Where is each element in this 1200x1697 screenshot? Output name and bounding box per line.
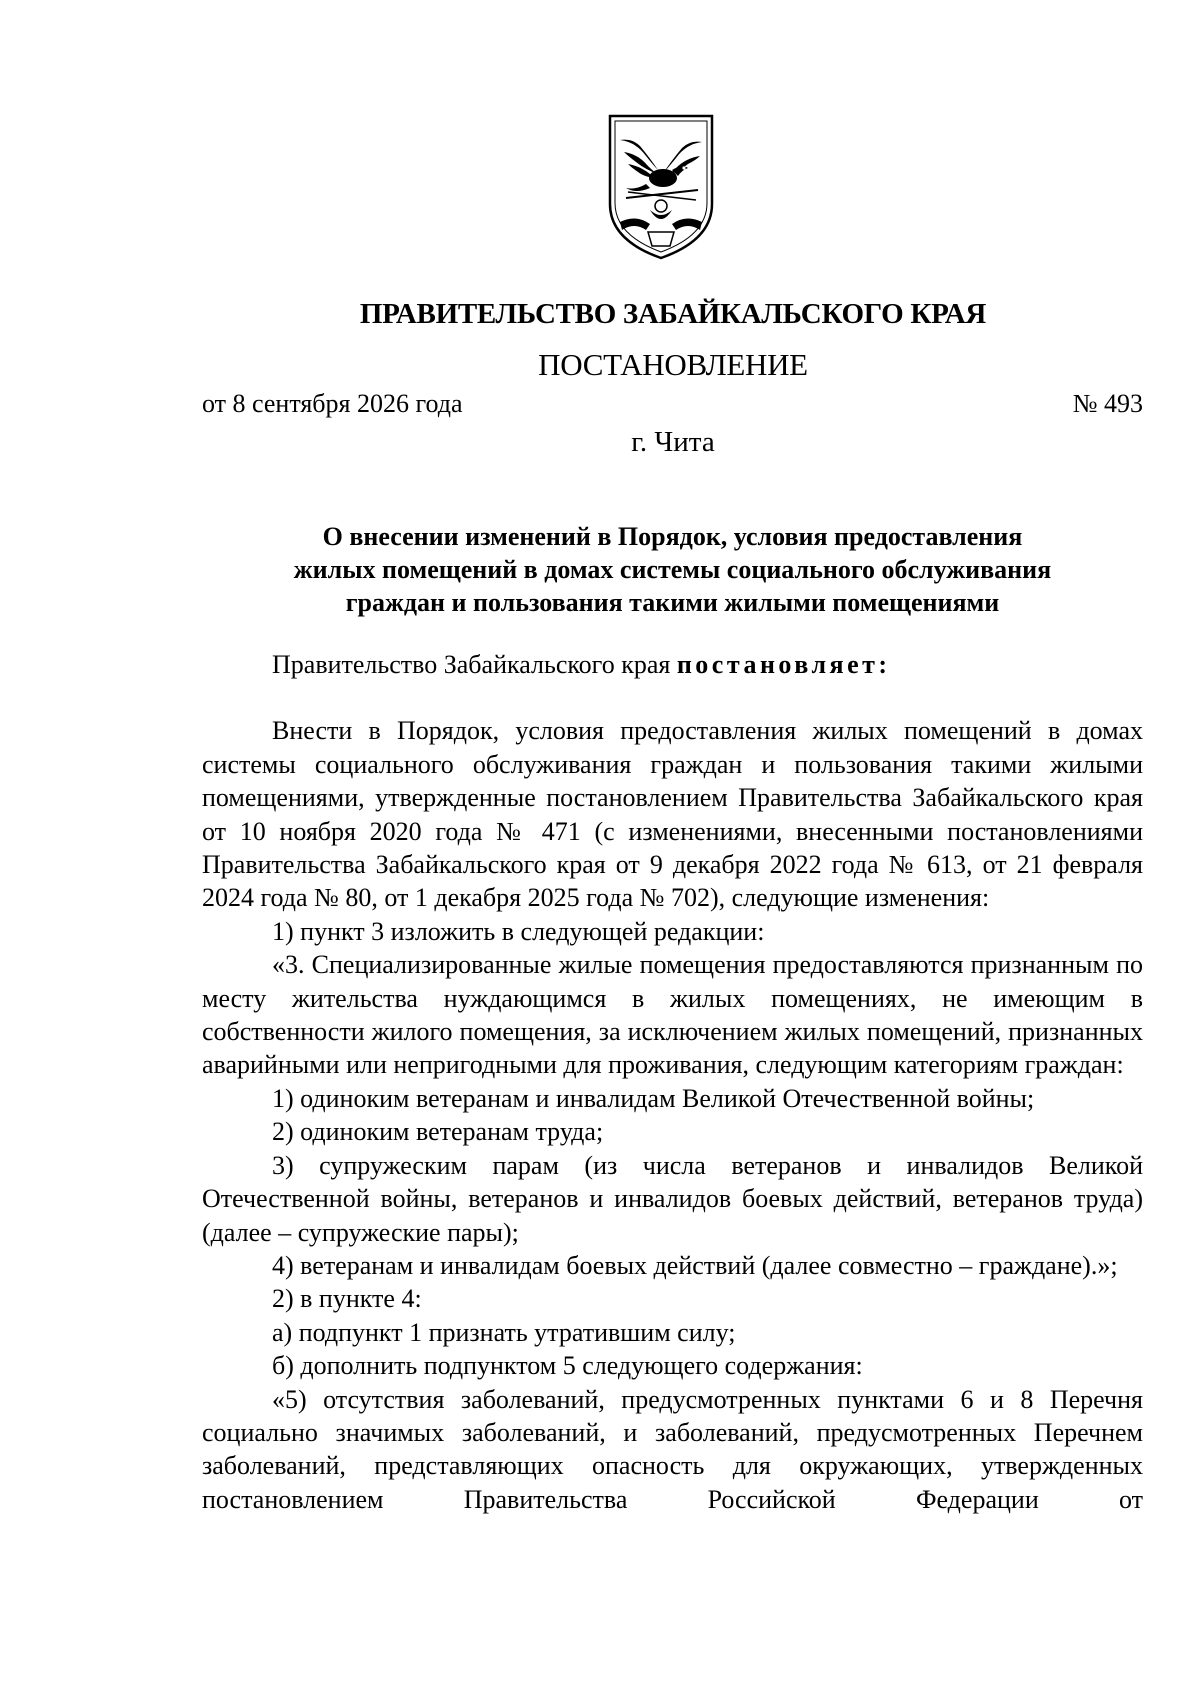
paragraph: 4) ветеранам и инвалидам боевых действий (далее совместно – граждане).»; <box>272 1250 1118 1280</box>
paragraph: б) дополнить подпунктом 5 следующего содержания: <box>272 1351 863 1381</box>
preamble-verb: постановляет: <box>676 650 891 679</box>
paragraph: а) подпункт 1 признать утратившим силу; <box>272 1317 736 1347</box>
paragraph: 1) пункт 3 изложить в следующей редакции: <box>272 916 765 946</box>
preamble-text: Правительство Забайкальского края <box>272 650 677 679</box>
paragraph: 2) одиноким ветеранам труда; <box>272 1117 604 1147</box>
document-date: от 8 сентября 2026 года <box>202 389 463 418</box>
paragraph: «3. Специализированные жилые помещения предоставляются признанным по месту жительства нуждающимся в жилых помещениях, не имеющим в собственности жилого помещения, за исключением жилых помещений, признанных аварийными или непригодными для проживания, следующим категориям граждан: <box>202 950 1143 1080</box>
paragraph: Внести в Порядок, условия предоставления жилых помещений в домах системы социального обслуживания граждан и пользования такими жилыми помещениями, утвержденные постановлением Правительства Забайкальского края от 10 ноября 2020 года № 471 (с изменениями, внесенными постановлениями Правительства Забайкальского края от 9 декабря 2022 года № 613, от 21 февраля 2024 года № 80, от 1 декабря 2025 года № 702), следующие изменения: <box>202 716 1143 913</box>
document-type: ПОСТАНОВЛЕНИЕ <box>538 347 808 382</box>
document-body <box>202 648 1143 1516</box>
document-number: № 493 <box>1072 389 1143 418</box>
document-subject <box>202 520 1143 619</box>
subject-line: О внесении изменений в Порядок, условия предоставления <box>322 522 1023 551</box>
subject-line: граждан и пользования такими жилыми помещениями <box>345 588 1000 617</box>
paragraph: 2) в пункте 4: <box>272 1284 422 1314</box>
paragraph: 1) одиноким ветеранам и инвалидам Великой Отечественной войны; <box>272 1083 1035 1113</box>
document-city: г. Чита <box>631 426 715 458</box>
paragraph: 3) супружеским парам (из числа ветеранов и инвалидов Великой Отечественной войны, ветеранов и инвалидов боевых действий, ветеранов труда) (далее – супружеские пары); <box>202 1150 1143 1247</box>
coat-of-arms-emblem <box>606 112 716 262</box>
preamble <box>202 648 1143 681</box>
eagle-emblem-icon <box>606 112 716 262</box>
government-title: ПРАВИТЕЛЬСТВО ЗАБАЙКАЛЬСКОГО КРАЯ <box>359 298 987 330</box>
paragraph: «5) отсутствия заболеваний, предусмотренных пунктами 6 и 8 Перечня социально значимых заболеваний, и заболеваний, предусмотренных Перечнем заболеваний, представляющих опасность для окружающих, утвержденных постановлением Правительства Российской Федерации от <box>202 1384 1143 1514</box>
subject-line: жилых помещений в домах системы социального обслуживания <box>293 555 1052 584</box>
